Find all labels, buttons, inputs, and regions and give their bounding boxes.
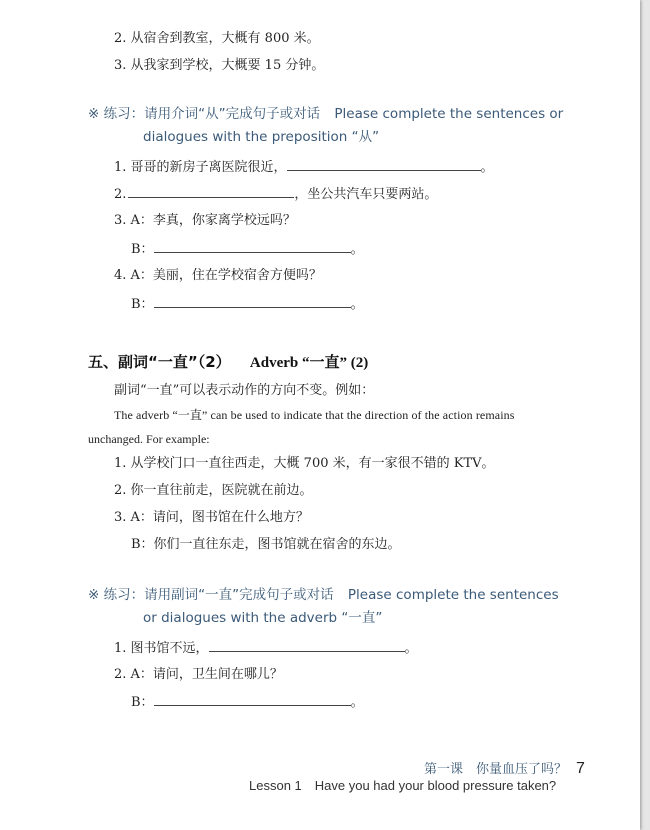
practice-marker-icon: ※: [88, 106, 100, 122]
practice-marker-icon: ※: [88, 587, 100, 603]
section5-title-en: Adverb “一直” (2): [249, 355, 369, 371]
p1-item-1-end: 。: [480, 160, 494, 175]
p1-item-1-text: 1. 哥哥的新房子离医院很近，: [114, 160, 287, 175]
top-item-3: 3. 从我家到学校，大概要 15 分钟。: [114, 58, 325, 73]
p2-item-2b-label: B：: [131, 695, 154, 710]
p1-item-4b-end: 。: [350, 297, 364, 312]
practice1-label: 练习：请用介词“从”完成句子或对话: [103, 106, 321, 122]
section5-desc-cn: 副词“一直”可以表示动作的方向不变。例如：: [114, 383, 375, 398]
section5-example-2: 2. 你一直往前走，医院就在前边。: [114, 483, 313, 498]
section5-title-cn: 五、副词“一直”（2）: [88, 353, 231, 371]
p1-item-4b-label: B：: [131, 297, 154, 312]
footer-lesson-en: Lesson 1 Have you had your blood pressure taken?: [249, 778, 557, 793]
p1-item-3b-end: 。: [350, 242, 364, 257]
p1-item-2: [114, 185, 437, 204]
p1-item-1: [114, 158, 494, 177]
p1-item-2-num: 2.: [114, 187, 127, 202]
section5-heading: [88, 352, 368, 373]
footer-lesson-cn: 第一课 你量血压了吗？: [424, 762, 568, 777]
p2-item-2b: [131, 693, 364, 712]
practice1-en-line2: dialogues with the preposition “从”: [143, 129, 380, 145]
section5-desc-en-line1: The adverb “一直” can be used to indicate that the direction of the action remains: [114, 408, 515, 422]
p2-item-2b-end: 。: [350, 695, 364, 710]
practice1-en-line1: Please complete the sentences or: [334, 106, 564, 122]
answer-blank[interactable]: [128, 185, 294, 198]
p1-item-4b: [131, 295, 364, 314]
p2-item-2a: 2. A：请问，卫生间在哪儿？: [114, 667, 283, 682]
practice1-heading: [88, 105, 563, 123]
p1-item-3b-label: B：: [131, 242, 154, 257]
p1-item-4a: 4. A：美丽，住在学校宿舍方便吗？: [114, 268, 322, 283]
answer-blank[interactable]: [154, 295, 351, 308]
practice2-heading: [88, 586, 559, 604]
top-item-2: 2. 从宿舍到教室，大概有 800 米。: [114, 31, 320, 46]
section5-example-3a: 3. A：请问，图书馆在什么地方？: [114, 510, 309, 525]
p2-item-1: [114, 639, 418, 658]
answer-blank[interactable]: [209, 639, 405, 652]
p2-item-1-end: 。: [404, 641, 418, 656]
p1-item-3b: [131, 240, 364, 259]
p1-item-3a: 3. A：李真，你家离学校远吗？: [114, 213, 296, 228]
section5-desc-en-line2: unchanged. For example:: [88, 432, 210, 446]
practice2-en-line2: or dialogues with the adverb “一直”: [143, 610, 383, 626]
p2-item-1-text: 1. 图书馆不远，: [114, 641, 209, 656]
answer-blank[interactable]: [154, 240, 351, 253]
practice2-en-line1: Please complete the sentences: [347, 587, 559, 603]
page-number: 7: [576, 760, 585, 777]
section5-example-3b: B：你们一直往东走，图书馆就在宿舍的东边。: [131, 537, 401, 552]
answer-blank[interactable]: [154, 693, 351, 706]
section5-example-1: 1. 从学校门口一直往西走，大概 700 米，有一家很不错的 KTV。: [114, 456, 495, 471]
answer-blank[interactable]: [287, 158, 481, 171]
p1-item-2-end: ，坐公共汽车只要两站。: [294, 187, 438, 202]
practice2-label: 练习：请用副词“一直”完成句子或对话: [103, 587, 334, 603]
